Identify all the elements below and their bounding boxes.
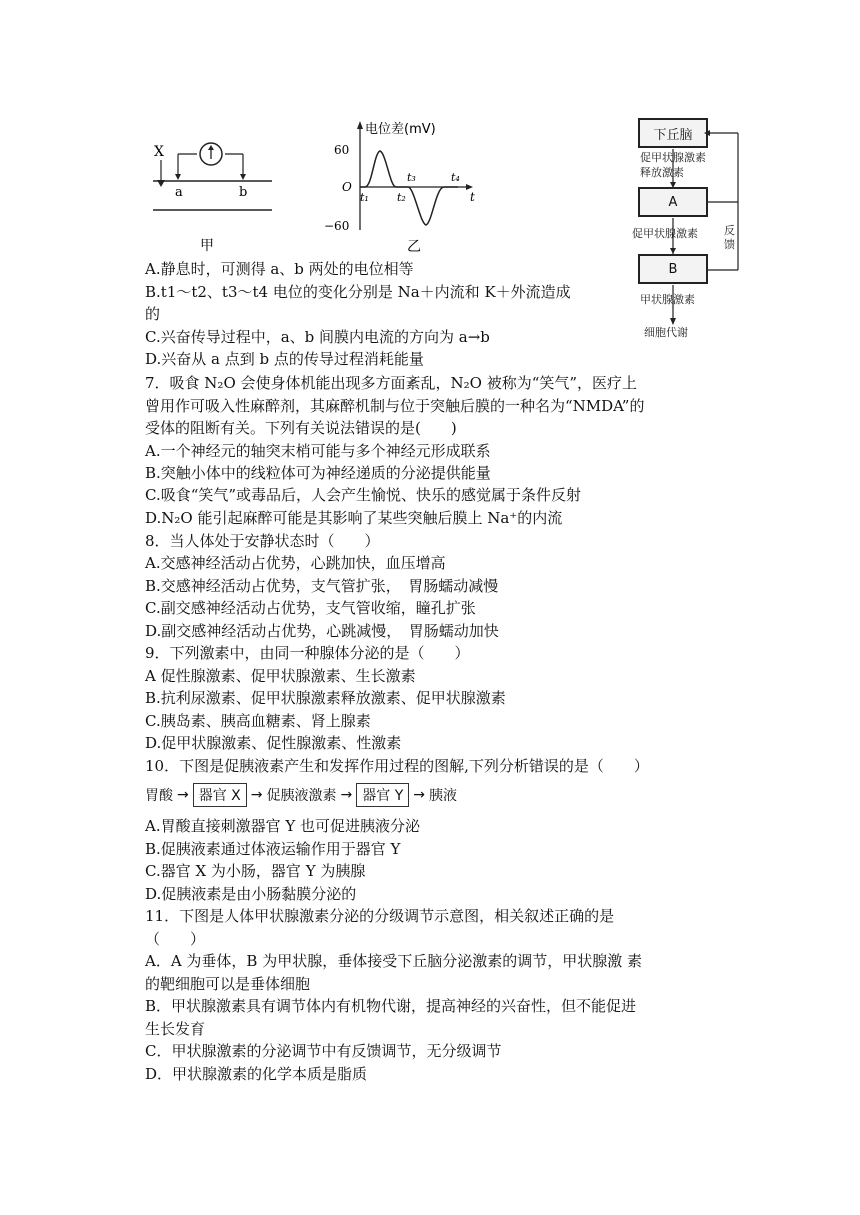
q11-option-b-cont: 生长发育 <box>145 1020 206 1038</box>
q7-option-b: B.突触小体中的线粒体可为神经递质的分泌提供能量 <box>145 464 491 482</box>
q7-option-c: C.吸食“笑气”或毒品后，人会产生愉悦、快乐的感觉属于条件反射 <box>145 486 582 504</box>
q11-option-d: D．甲状腺激素的化学本质是脂质 <box>145 1065 368 1083</box>
figure-jia-caption: 甲 <box>200 238 214 254</box>
t4-label: t₄ <box>451 171 460 184</box>
flow-label-trh: 促甲状腺激素释放激素 <box>640 151 706 179</box>
chain-arrow-icon: → <box>177 787 189 803</box>
q8-option-d: D.副交感神经活动占优势，心跳减慢， 胃肠蠕动加快 <box>145 622 499 640</box>
flow-arrows <box>600 110 760 350</box>
chain-arrow-icon: → <box>250 787 263 803</box>
flow-feedback-label: 反馈 <box>724 224 735 251</box>
x-label: X <box>154 144 164 160</box>
chain-organ-x: 器官 X <box>193 783 247 807</box>
q11-stem-1: 11．下图是人体甲状腺激素分泌的分级调节示意图，相关叙述正确的是 <box>145 907 615 925</box>
flow-box-a: A <box>638 187 708 217</box>
q6-option-b: B.t1～t2、t3～t4 电位的变化分别是 Na＋内流和 K＋外流造成 <box>145 283 571 301</box>
q9-option-d: D.促甲状腺激素、促性腺激素、性激素 <box>145 734 402 752</box>
q11-option-b: B．甲状腺激素具有调节体内有机物代谢，提高神经的兴奋性，但不能促进 <box>145 997 637 1015</box>
point-b-label: b <box>239 185 248 200</box>
y-axis-label: 电位差(mV) <box>365 122 436 137</box>
q10-option-d: D.促胰液素是由小肠黏膜分泌的 <box>145 885 357 903</box>
chain-organ-y: 器官 Y <box>356 783 409 807</box>
t3-label: t₃ <box>407 171 416 184</box>
q7-stem-3: 受体的阻断有关。下列有关说法错误的是( ) <box>145 419 457 437</box>
q7-stem-2: 曾用作可吸入性麻醉剂，其麻醉机制与位于突触后膜的一种名为“NMDA”的 <box>145 397 645 415</box>
q10-flow-chain <box>145 783 457 807</box>
q7-option-a: A.一个神经元的轴突末梢可能与多个神经元形成联系 <box>145 442 491 460</box>
y-tick-0: O <box>342 180 352 194</box>
q8-option-c: C.副交感神经活动占优势，支气管收缩，瞳孔扩张 <box>145 599 476 617</box>
chain-arrow-icon: → <box>340 787 353 803</box>
q11-stem-2: （ ） <box>145 930 206 948</box>
q10-option-b: B.促胰液素通过体液运输作用于器官 Y <box>145 840 401 858</box>
q9-stem: 9．下列激素中，由同一种腺体分泌的是（ ） <box>145 644 470 662</box>
q6-option-a: A.静息时，可测得 a、b 两处的电位相等 <box>145 260 414 278</box>
q11-option-a: A．A 为垂体，B 为甲状腺，垂体接受下丘脑分泌激素的调节，甲状腺激 素 <box>145 952 642 970</box>
q8-stem: 8．当人体处于安静状态时（ ） <box>145 532 380 550</box>
flow-label-metabolism: 细胞代谢 <box>644 326 688 339</box>
q8-option-b: B.交感神经活动占优势，支气管扩张， 胃肠蠕动减慢 <box>145 577 499 595</box>
flow-label-th: 甲状腺激素 <box>640 293 695 306</box>
q11-option-c: C．甲状腺激素的分泌调节中有反馈调节，无分级调节 <box>145 1042 502 1060</box>
q9-option-c: C.胰岛素、胰高血糖素、肾上腺素 <box>145 712 371 730</box>
q10-option-c: C.器官 X 为小肠，器官 Y 为胰腺 <box>145 862 366 880</box>
q6-option-c: C.兴奋传导过程中，a、b 间膜内电流的方向为 a→b <box>145 328 490 346</box>
y-tick-neg60: −60 <box>324 219 350 233</box>
q7-stem-1: 7．吸食 N₂O 会使身体机能出现多方面紊乱，N₂O 被称为“笑气”，医疗上 <box>145 374 638 392</box>
chain-pancreatic-juice: 胰液 <box>429 788 457 804</box>
q11-option-a-cont: 的靶细胞可以是垂体细胞 <box>145 975 311 993</box>
figure-yi-caption: 乙 <box>407 239 421 255</box>
flow-box-b: B <box>638 254 708 284</box>
chain-arrow-icon: → <box>413 787 425 803</box>
flowchart <box>0 0 860 360</box>
flow-box-hypothalamus: 下丘脑 <box>638 118 708 148</box>
chain-secretin: 促胰液激素 <box>266 788 337 804</box>
q6-option-b-cont: 的 <box>145 305 161 323</box>
point-a-label: a <box>175 185 183 200</box>
q6-option-d: D.兴奋从 a 点到 b 点的传导过程消耗能量 <box>145 350 424 368</box>
q7-option-d: D.N₂O 能引起麻醉可能是其影响了某些突触后膜上 Na⁺的内流 <box>145 509 563 527</box>
chain-gastric-acid: 胃酸 <box>145 788 173 804</box>
t2-label: t₂ <box>397 191 406 204</box>
flow-label-tsh: 促甲状腺激素 <box>632 227 698 240</box>
q9-option-b: B.抗利尿激素、促甲状腺激素释放激素、促甲状腺激素 <box>145 689 506 707</box>
q10-option-a: A.胃酸直接刺激器官 Y 也可促进胰液分泌 <box>145 817 421 835</box>
q10-stem: 10．下图是促胰液素产生和发挥作用过程的图解,下列分析错误的是（ ） <box>145 757 649 775</box>
t-axis-label: t <box>470 190 475 204</box>
q9-option-a: A 促性腺激素、促甲状腺激素、生长激素 <box>145 667 416 685</box>
t1-label: t₁ <box>360 191 369 204</box>
y-tick-60: 60 <box>334 143 350 157</box>
q8-option-a: A.交感神经活动占优势，心跳加快，血压增高 <box>145 554 446 572</box>
